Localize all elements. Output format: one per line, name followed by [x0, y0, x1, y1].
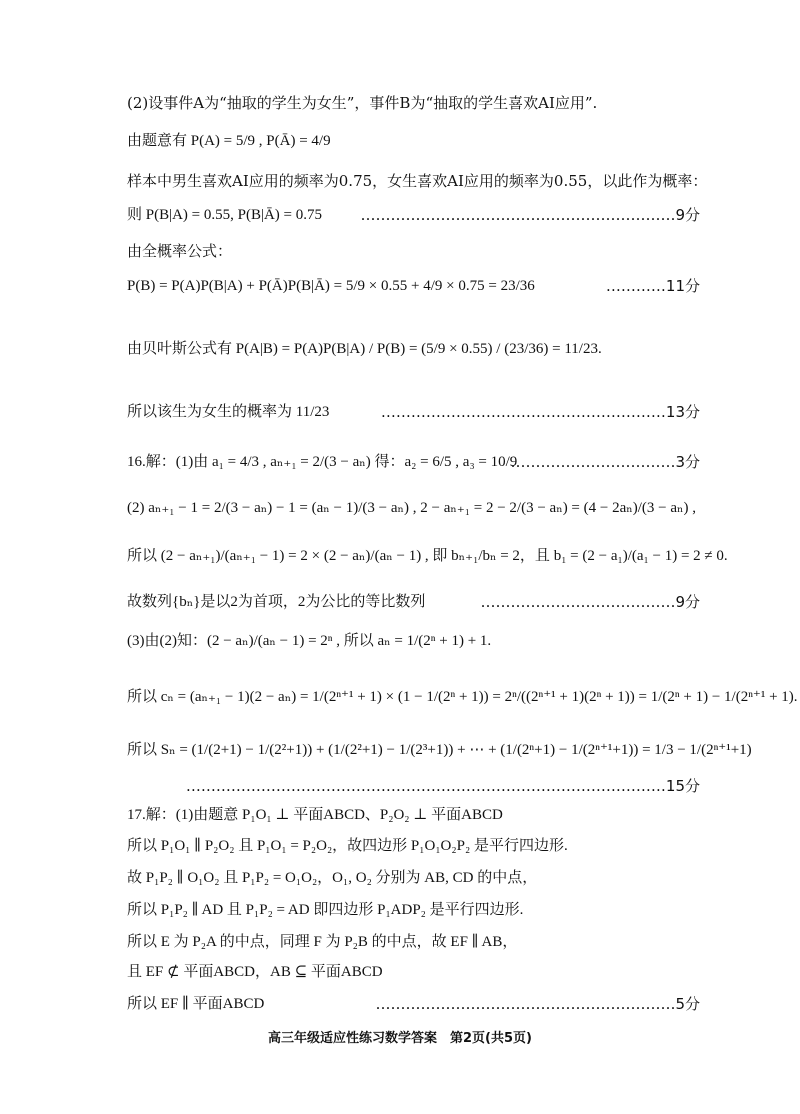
line-21: 且 EF ⊄ 平面ABCD，AB ⊆ 平面ABCD [127, 964, 383, 980]
score-15: ……………………………………………………………………………………15分 [185, 777, 700, 795]
line-4: 则 P(B|A) = 0.55, P(B|Ā) = 0.75 [127, 207, 323, 223]
line-5: 由全概率公式： [127, 242, 233, 260]
line-3: 样本中男生喜欢AI应用的频率为0.75，女生喜欢AI应用的频率为0.55，以此作为概率： [127, 172, 708, 190]
line-17: 所以 P₁O₁ ∥ P₂O₂ 且 P₁O₁ = P₂O₂，故四边形 P₁O₁O₂P₂ 是平行四边形. [127, 838, 568, 854]
score-5: ……………………………………………………5分 [375, 995, 700, 1013]
line-1: (2)设事件A为“抽取的学生为女生”，事件B为“抽取的学生喜欢AI应用”. [127, 94, 598, 112]
line-19: 所以 P₁P₂ ∥ AD 且 P₁P₂ = AD 即四边形 P₁ADP₂ 是平行四边形. [127, 902, 524, 918]
line-18: 故 P₁P₂ ∥ O₁O₂ 且 P₁P₂ = O₁O₂，O₁, O₂ 分别为 AB, CD 的中点， [127, 870, 538, 886]
score-11: …………11分 [605, 277, 700, 295]
line-10: (2) aₙ₊₁ − 1 = 2/(3 − aₙ) − 1 = (aₙ − 1)/(3 − aₙ) , 2 − aₙ₊₁ = 2 − 2/(3 − aₙ) = (4 − 2aₙ)/(3 − aₙ) , [127, 500, 697, 516]
line-2: 由题意有 P(A) = 5/9 , P(Ā) = 4/9 [127, 133, 331, 149]
page-footer: 高三年级适应性练习数学答案 第2页(共5页) [268, 1031, 532, 1046]
line-7: 由贝叶斯公式有 P(A|B) = P(A)P(B|A) / P(B) = (5/9 × 0.55) / (23/36) = 11/23. [127, 341, 602, 357]
score-13: …………………………………………………13分 [380, 403, 700, 421]
line-20: 所以 E 为 P₂A 的中点，同理 F 为 P₂B 的中点，故 EF ∥ AB， [127, 934, 518, 950]
score-3: ……………………………3分 [510, 453, 700, 471]
line-22: 所以 EF ∥ 平面ABCD [127, 996, 265, 1012]
score-9b: …………………………………9分 [480, 593, 700, 611]
line-13: (3)由(2)知：(2 − aₙ)/(aₙ − 1) = 2ⁿ , 所以 aₙ = 1/(2ⁿ + 1) + 1. [127, 633, 492, 649]
line-16: 17.解：(1)由题意 P₁O₁ ⊥ 平面ABCD、P₂O₂ ⊥ 平面ABCD [127, 807, 503, 823]
line-12: 故数列{bₙ}是以2为首项，2为公比的等比数列 [127, 594, 426, 610]
line-9: 16.解：(1)由 a₁ = 4/3 , aₙ₊₁ = 2/(3 − aₙ) 得：a₂ = 6/5 , a₃ = 10/9 [127, 454, 518, 470]
line-11: 所以 (2 − aₙ₊₁)/(aₙ₊₁ − 1) = 2 × (2 − aₙ)/(aₙ − 1) , 即 bₙ₊₁/bₙ = 2，且 b₁ = (2 − a₁)/(a₁ − 1) = 2 ≠ 0. [127, 548, 728, 564]
line-6: P(B) = P(A)P(B|A) + P(Ā)P(B|Ā) = 5/9 × 0.55 + 4/9 × 0.75 = 23/36 [127, 278, 535, 294]
line-15: 所以 Sₙ = (1/(2+1) − 1/(2²+1)) + (1/(2²+1) − 1/(2³+1)) + ⋯ + (1/(2ⁿ+1) − 1/(2ⁿ⁺¹+1)) = 1/3 − 1/(2ⁿ⁺¹+1) [127, 742, 752, 758]
score-9a: ………………………………………………………9分 [360, 206, 700, 224]
line-8: 所以该生为女生的概率为 11/23 [127, 404, 330, 420]
line-14: 所以 cₙ = (aₙ₊₁ − 1)(2 − aₙ) = 1/(2ⁿ⁺¹ + 1) × (1 − 1/(2ⁿ + 1)) = 2ⁿ/((2ⁿ⁺¹ + 1)(2ⁿ + 1)) = 1/(2ⁿ + 1) − 1/(2ⁿ⁺¹ + 1). [127, 689, 798, 705]
